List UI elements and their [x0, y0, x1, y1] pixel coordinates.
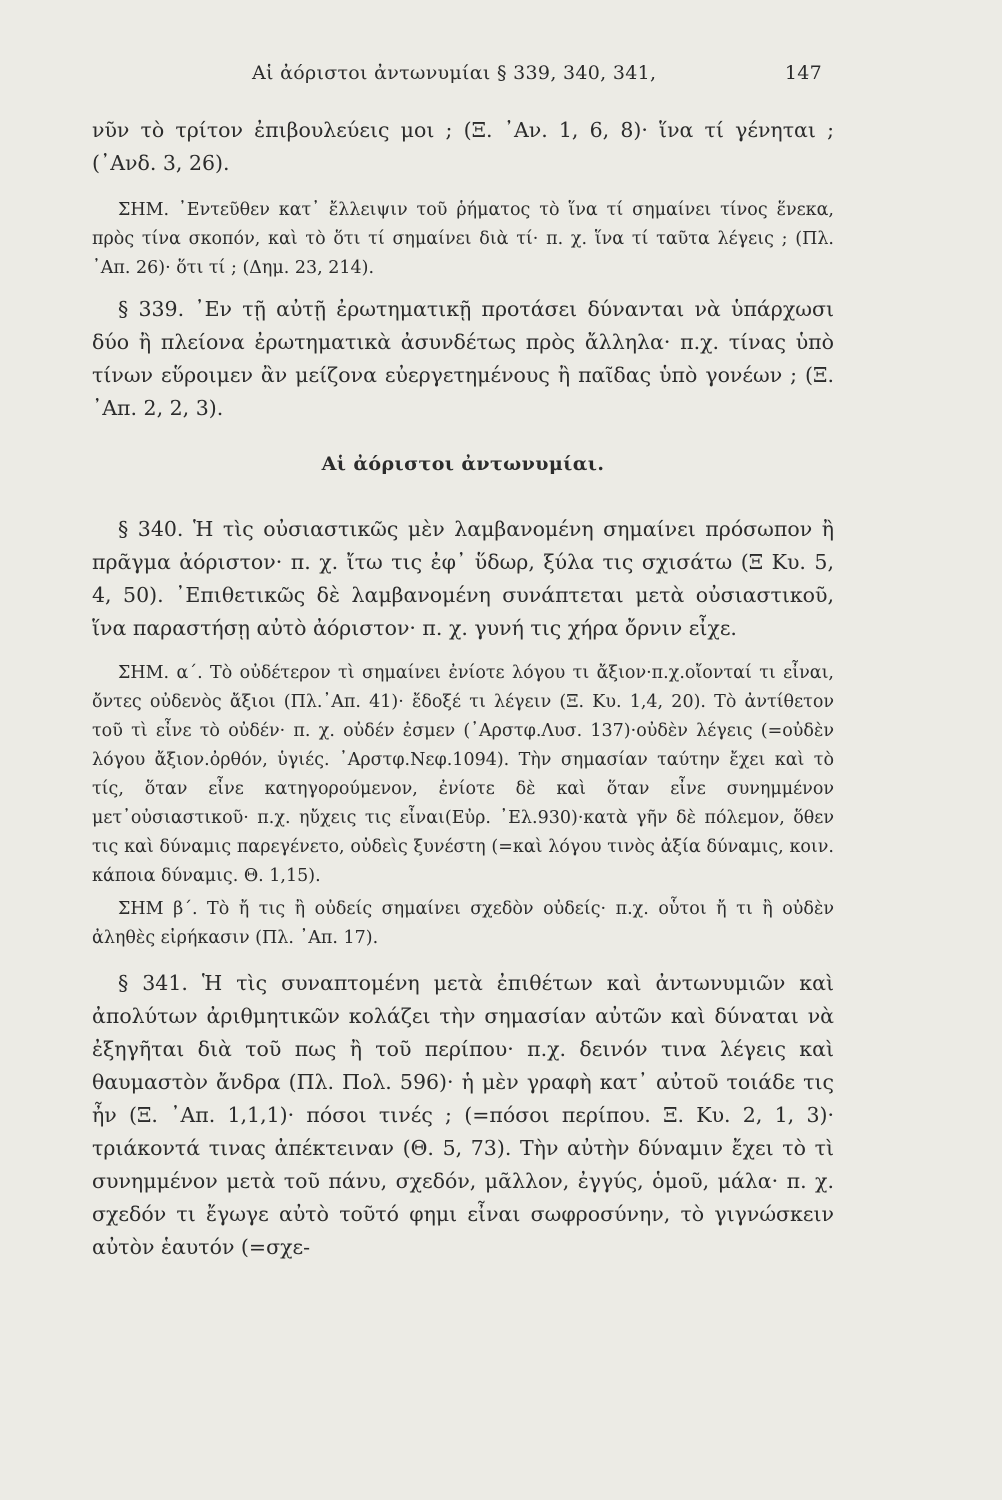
page-body	[92, 114, 834, 1264]
note-b: ΣΗΜ β΄. Τὸ ἤ τις ἢ οὐδείς σημαίνει σχεδὸν οὐδείς· π.χ. οὗτοι ἤ τι ἢ οὐδὲν ἀληθὲς εἰρήκασιν (Πλ. ᾽Απ. 17).	[92, 899, 834, 948]
section-340: § 340. Ἡ τὶς οὐσιαστικῶς μὲν λαμβανομένη σημαίνει πρόσωπον ἢ πρᾶγμα ἀόριστον· π. χ. ἴτω τις ἐφ᾽ ὕδωρ, ξύλα τις σχισάτω (Ξ Κυ. 5, 4, 50). ᾽Επιθετικῶς δὲ λαμβανομένη συνάπτεται μετὰ οὐσιαστικοῦ, ἵνα παραστήσῃ αὐτὸ ἀόριστον· π. χ. γυνή τις χήρα ὄρνιν εἶχε.	[92, 517, 834, 640]
section-339: § 339. ᾽Εν τῇ αὐτῇ ἐρωτηματικῇ προτάσει δύνανται νὰ ὑπάρχωσι δύο ἢ πλείονα ἐρωτηματικὰ ἀσυνδέτως πρὸς ἄλληλα· π.χ. τίνας ὑπὸ τίνων εὕροιμεν ἂν μείζονα εὐεργετημένους ἢ παῖδας ὑπὸ γονέων ; (Ξ. ᾽Απ. 2, 2, 3).	[92, 297, 834, 420]
running-title: Αἱ ἀόριστοι ἀντωνυμίαι § 339, 340, 341,	[252, 62, 657, 84]
paragraph-continuation: νῦν τὸ τρίτον ἐπιβουλεύεις μοι ; (Ξ. ᾽Αν. 1, 6, 8)· ἵνα τί γένηται ; (᾽Ανδ. 3, 26).	[92, 118, 834, 175]
note-paragraph: ΣΗΜ. ᾽Εντεῦθεν κατ᾽ ἔλλειψιν τοῦ ῥήματος τὸ ἵνα τί σημαίνει τίνος ἕνεκα, πρὸς τίνα σκοπόν, καὶ τὸ ὅτι τί σημαίνει διὰ τί· π. χ. ἵνα τί ταῦτα λέγεις ; (Πλ. ᾽Απ. 26)· ὅτι τί ; (Δημ. 23, 214).	[92, 200, 834, 278]
section-heading: Αἱ ἀόριστοι ἀντωνυμίαι.	[321, 453, 605, 475]
page-number: 147	[784, 62, 822, 84]
section-341: § 341. Ἡ τὶς συναπτομένη μετὰ ἐπιθέτων καὶ ἀντωνυμιῶν καὶ ἀπολύτων ἀριθμητικῶν κολάζει τὴν σημασίαν αὐτῶν καὶ δύναται νὰ ἐξηγῆται διὰ τοῦ πως ἢ τοῦ περίπου· π.χ. δεινόν τινα λέγεις καὶ θαυμαστὸν ἄνδρα (Πλ. Πολ. 596)· ἡ μὲν γραφὴ κατ᾽ αὐτοῦ τοιάδε τις ἦν (Ξ. ᾽Απ. 1,1,1)· πόσοι τινές ; (=πόσοι περίπου. Ξ. Κυ. 2, 1, 3)· τριάκοντά τινας ἀπέκτειναν (Θ. 5, 73). Τὴν αὐτὴν δύναμιν ἔχει τὸ τὶ συνημμένον μετὰ τοῦ πάνυ, σχεδόν, μᾶλλον, ἐγγύς, ὁμοῦ, μάλα· π. χ. σχεδόν τι ἔγωγε αὐτὸ τοῦτό φημι εἶναι σωφροσύνην, τὸ γιγνώσκειν αὐτὸν ἑαυτόν (=σχε-	[92, 971, 834, 1259]
note-a: ΣΗΜ. α΄. Τὸ οὐδέτερον τὶ σημαίνει ἐνίοτε λόγου τι ἄξιον·π.χ.οἴονταί τι εἶναι, ὄντες οὐδενὸς ἄξιοι (Πλ.᾽Απ. 41)· ἔδοξέ τι λέγειν (Ξ. Κυ. 1,4, 20). Τὸ ἀντίθετον τοῦ τὶ εἶνε τὸ οὐδέν· π. χ. οὐδέν ἐσμεν (᾽Αρστφ.Λυσ. 137)·οὐδὲν λέγεις (=οὐδὲν λόγου ἄξιον.ὀρθόν, ὑγιές. ᾽Αρστφ.Νεφ.1094). Τὴν σημασίαν ταύτην ἔχει καὶ τὸ τίς, ὅταν εἶνε κατηγορούμενον, ἐνίοτε δὲ καὶ ὅταν εἶνε συνημμένον μετ᾽οὐσιαστικοῦ· π.χ. ηὔχεις τις εἶναι(Εὐρ. ᾽Ελ.930)·κατὰ γῆν δὲ πόλεμον, ὅθεν τις καὶ δύναμις παρεγένετο, οὐδεὶς ξυνέστη (=καὶ λόγου τινὸς ἀξία δύναμις, κοιν. κάποια δύναμις. Θ. 1,15).	[92, 663, 834, 886]
